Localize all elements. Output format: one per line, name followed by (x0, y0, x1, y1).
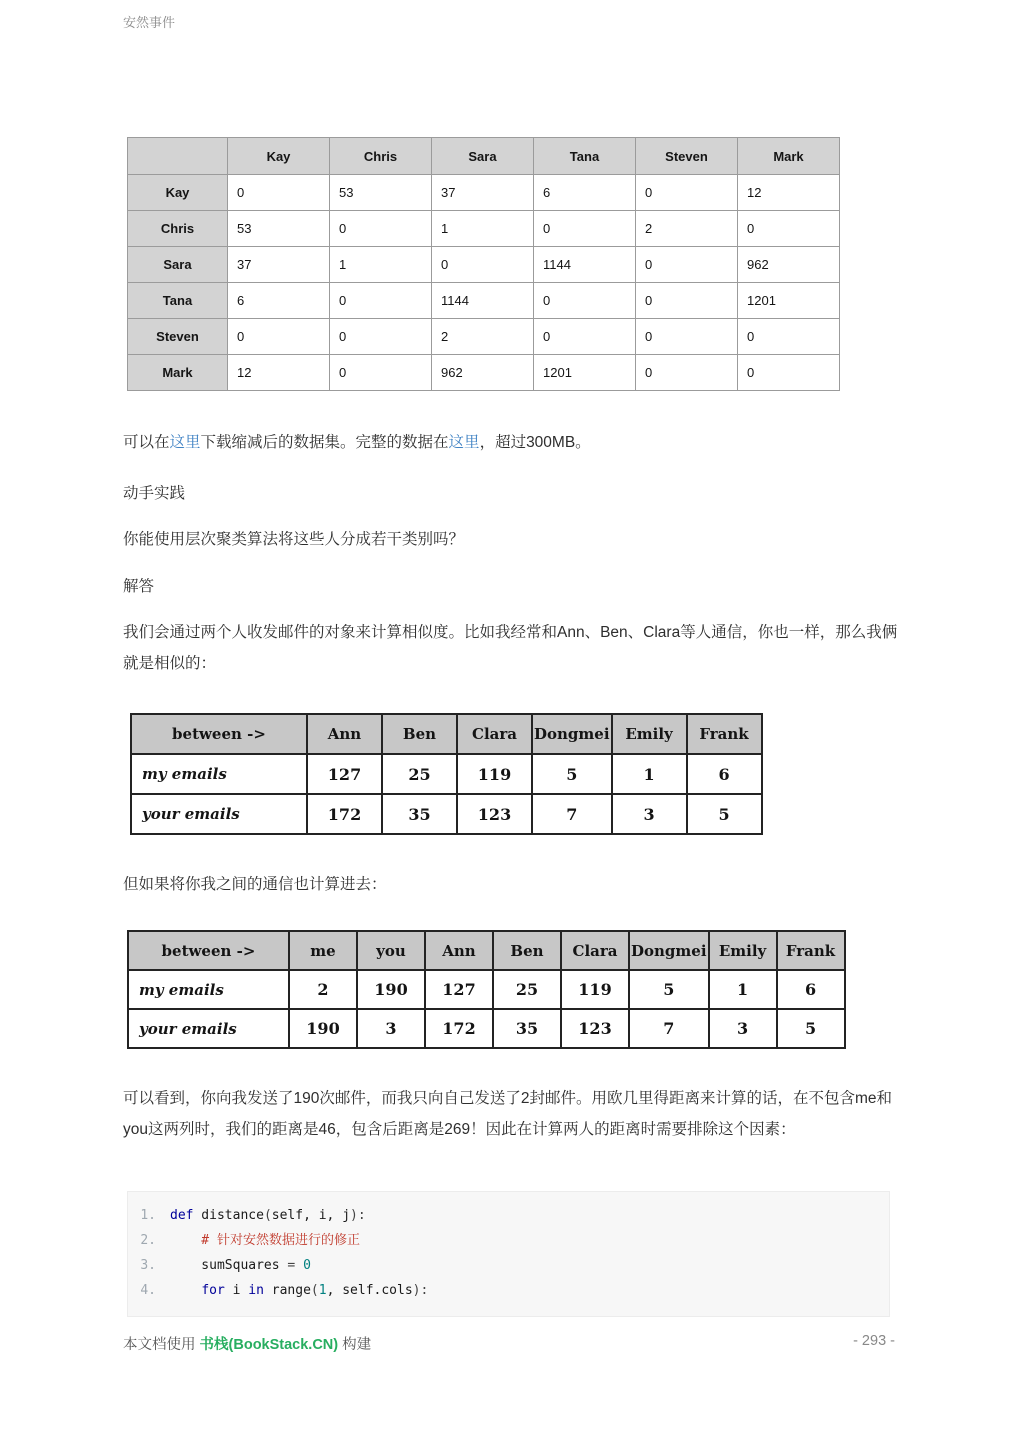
table-cell: 119 (561, 970, 629, 1009)
table-cell: 2 (289, 970, 357, 1009)
table-cell: 5 (532, 754, 612, 794)
code-token: i (224, 1283, 249, 1298)
table-cell: 35 (493, 1009, 561, 1048)
table-cell: 5 (777, 1009, 845, 1048)
table-cell: 190 (289, 1009, 357, 1048)
header-cell: Chris (330, 138, 432, 175)
paragraph-question: 你能使用层次聚类算法将这些人分成若干类别吗？ (123, 531, 465, 548)
table-cell: 37 (228, 247, 330, 283)
email-table-small-figure (130, 713, 763, 835)
table-cell: 119 (457, 754, 532, 794)
header-cell: between -> (128, 931, 289, 970)
table-cell: 1 (709, 970, 777, 1009)
header-cell: Sara (432, 138, 534, 175)
row-label: Tana (128, 283, 228, 319)
footer (123, 1333, 895, 1354)
table-cell: 962 (738, 247, 840, 283)
header-cell: me (289, 931, 357, 970)
code-token: ): (412, 1283, 429, 1298)
header-cell: Kay (228, 138, 330, 175)
code-token: in (248, 1283, 264, 1298)
table-cell: 3 (357, 1009, 425, 1048)
table-cell: 0 (738, 319, 840, 355)
table-cell: 0 (738, 355, 840, 391)
table-row (128, 283, 840, 319)
header-cell: Frank (777, 931, 845, 970)
table-cell: 1 (432, 211, 534, 247)
code-token: , self.cols (326, 1283, 413, 1298)
code-token: # 针对安然数据进行的修正 (170, 1233, 360, 1248)
heading-practice: 动手实践 (123, 485, 186, 502)
header-cell: Emily (612, 714, 687, 754)
code-token (170, 1283, 201, 1298)
table-header-row (128, 931, 845, 970)
email-table-small (130, 713, 763, 835)
table-cell: 5 (629, 970, 709, 1009)
table-cell: 1144 (534, 247, 636, 283)
text-run: 可以在 (123, 434, 170, 451)
header-cell: Mark (738, 138, 840, 175)
row-label: Sara (128, 247, 228, 283)
table-row (128, 175, 840, 211)
table-row (128, 1009, 845, 1048)
table-cell: 0 (636, 319, 738, 355)
code-token: = (287, 1258, 304, 1273)
footer-brand-link[interactable]: 书栈(BookStack.CN) (199, 1337, 339, 1353)
table-row (128, 319, 840, 355)
table-cell: 0 (534, 319, 636, 355)
header-cell: Ben (493, 931, 561, 970)
header-cell (128, 138, 228, 175)
code-line-number: 4. (140, 1283, 156, 1298)
code-line-number: 1. (140, 1208, 156, 1223)
code-token: def (170, 1208, 194, 1223)
code-token: sumSquares (170, 1258, 288, 1273)
paragraph-conclusion: 可以看到，你向我发送了190次邮件，而我只向自己发送了2封邮件。用欧几里得距离来计算的话，在不包含me和you这两列时，我们的距离是46，包含后距离是269！因此在计算两人的距离时需要排除这个因素： (123, 1090, 893, 1138)
paragraph-answer-intro: 我们会通过两个人收发邮件的对象来计算相似度。比如我经常和Ann、Ben、Clara等人通信，你也一样，那么我俩就是相似的： (123, 624, 898, 672)
table-cell: 0 (228, 175, 330, 211)
table-cell: 2 (636, 211, 738, 247)
code-block (127, 1191, 890, 1317)
code-token: range (263, 1283, 311, 1298)
table-header-row (131, 714, 762, 754)
code-line-number: 3. (140, 1258, 156, 1273)
header-cell: Tana (534, 138, 636, 175)
table-cell: 3 (612, 794, 687, 834)
header-cell: Ann (425, 931, 493, 970)
table-cell: 6 (534, 175, 636, 211)
code-text (170, 1278, 428, 1303)
code-token: 0 (303, 1258, 311, 1273)
table-cell: 172 (307, 794, 382, 834)
email-table-full-figure (127, 930, 846, 1049)
table-cell: 0 (432, 247, 534, 283)
header-cell: Ben (382, 714, 457, 754)
table-row (128, 355, 840, 391)
row-label: my emails (128, 970, 289, 1009)
distance-matrix-table (127, 137, 840, 391)
table-cell: 0 (636, 175, 738, 211)
code-token: 1 (318, 1283, 327, 1298)
table-cell: 0 (330, 319, 432, 355)
table-cell: 127 (307, 754, 382, 794)
table-row (128, 970, 845, 1009)
distance-matrix-figure (127, 137, 840, 391)
code-text (170, 1203, 366, 1228)
table-row (131, 794, 762, 834)
table-cell: 53 (228, 211, 330, 247)
page-number: - 293 - (853, 1333, 895, 1349)
header-cell: you (357, 931, 425, 970)
table-cell: 0 (636, 283, 738, 319)
table-cell: 0 (534, 211, 636, 247)
header-cell: Frank (687, 714, 762, 754)
header-cell: Ann (307, 714, 382, 754)
code-token: distance (193, 1208, 264, 1223)
email-table-full (127, 930, 846, 1049)
table-cell: 37 (432, 175, 534, 211)
header-cell: Clara (457, 714, 532, 754)
header-cell: Steven (636, 138, 738, 175)
table-cell: 172 (425, 1009, 493, 1048)
table-cell: 0 (636, 247, 738, 283)
table-cell: 1 (330, 247, 432, 283)
header-cell: between -> (131, 714, 307, 754)
code-line (128, 1228, 889, 1253)
paragraph-download (123, 427, 903, 458)
table-cell: 7 (532, 794, 612, 834)
table-row (128, 211, 840, 247)
code-line (128, 1253, 889, 1278)
table-cell: 962 (432, 355, 534, 391)
table-row (128, 247, 840, 283)
code-token: ( (310, 1283, 319, 1298)
table-cell: 25 (493, 970, 561, 1009)
heading-answer: 解答 (123, 578, 155, 595)
table-cell: 35 (382, 794, 457, 834)
table-cell: 123 (457, 794, 532, 834)
table-cell: 6 (777, 970, 845, 1009)
code-token: self, i, j (271, 1208, 351, 1223)
table-cell: 3 (709, 1009, 777, 1048)
code-token: ): (350, 1208, 366, 1223)
table-cell: 190 (357, 970, 425, 1009)
table-cell: 2 (432, 319, 534, 355)
table-cell: 6 (687, 754, 762, 794)
row-label: Steven (128, 319, 228, 355)
table-cell: 0 (330, 283, 432, 319)
table-cell: 123 (561, 1009, 629, 1048)
footer-text: 本文档使用 (123, 1337, 200, 1353)
code-line (128, 1278, 889, 1303)
table-cell: 0 (534, 283, 636, 319)
table-row (131, 754, 762, 794)
table-cell: 0 (738, 211, 840, 247)
table-cell: 1201 (534, 355, 636, 391)
table-cell: 5 (687, 794, 762, 834)
table-cell: 1144 (432, 283, 534, 319)
code-token: for (201, 1283, 225, 1298)
link-download-full[interactable]: 这里 (448, 434, 480, 451)
table-header-row (128, 138, 840, 175)
table-cell: 1201 (738, 283, 840, 319)
header-cell: Dongmei (532, 714, 612, 754)
footer-credit (123, 1333, 371, 1354)
table-cell: 25 (382, 754, 457, 794)
table-cell: 53 (330, 175, 432, 211)
table-cell: 6 (228, 283, 330, 319)
row-label: my emails (131, 754, 307, 794)
text-run: 下载缩减后的数据集。完整的数据在 (200, 434, 449, 451)
text-run: ，超过300MB。 (479, 434, 591, 451)
header-cell: Dongmei (629, 931, 709, 970)
row-label: your emails (128, 1009, 289, 1048)
table-cell: 12 (738, 175, 840, 211)
table-cell: 7 (629, 1009, 709, 1048)
table-cell: 0 (636, 355, 738, 391)
paragraph-include: 但如果将你我之间的通信也计算进去： (123, 876, 387, 893)
row-label: Kay (128, 175, 228, 211)
table-cell: 1 (612, 754, 687, 794)
table-cell: 0 (330, 211, 432, 247)
header-cell: Emily (709, 931, 777, 970)
code-token: ( (263, 1208, 272, 1223)
table-cell: 127 (425, 970, 493, 1009)
header-cell: Clara (561, 931, 629, 970)
doc-header-title: 安然事件 (123, 15, 176, 30)
row-label: Chris (128, 211, 228, 247)
code-line-number: 2. (140, 1233, 156, 1248)
table-cell: 0 (228, 319, 330, 355)
table-cell: 0 (330, 355, 432, 391)
row-label: Mark (128, 355, 228, 391)
code-line (128, 1203, 889, 1228)
footer-text: 构建 (338, 1337, 372, 1353)
row-label: your emails (131, 794, 307, 834)
code-text (170, 1253, 311, 1278)
link-download-reduced[interactable]: 这里 (169, 434, 201, 451)
table-cell: 12 (228, 355, 330, 391)
code-text (170, 1228, 360, 1253)
